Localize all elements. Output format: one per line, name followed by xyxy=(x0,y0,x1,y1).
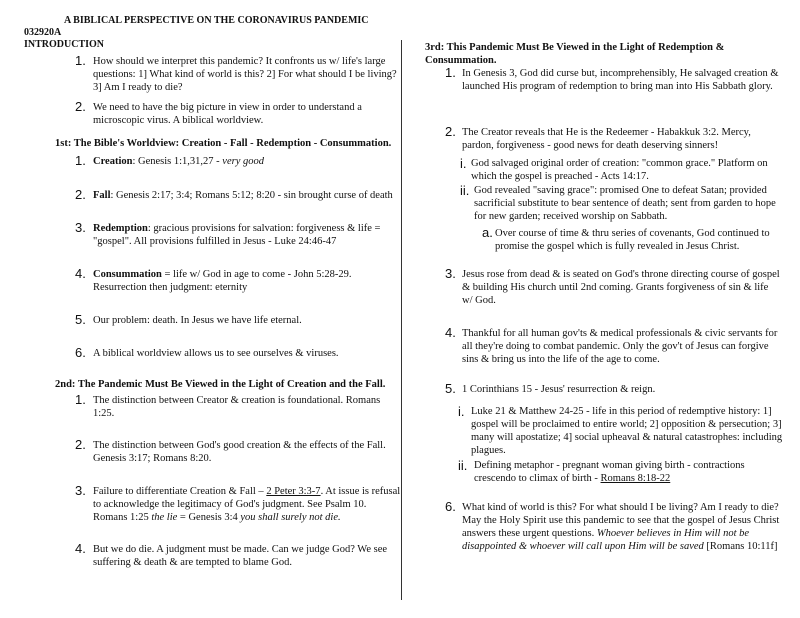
document-title: A BIBLICAL PERSPECTIVE ON THE CORONAVIRUS PANDEMIC xyxy=(64,15,369,26)
document-header xyxy=(24,15,369,51)
document-code: 032920A xyxy=(24,27,62,38)
section-heading-1: 1st: The Bible's Worldview: Creation - Fall - Redemption - Consummation. xyxy=(55,138,392,149)
section-heading-2: 2nd: The Pandemic Must Be Viewed in the Light of Creation and the Fall. xyxy=(55,379,386,390)
intro-heading: INTRODUCTION xyxy=(24,39,105,50)
section-heading-3: 3rd: This Pandemic Must Be Viewed in the Light of Redemption & Consummation. xyxy=(425,42,725,66)
column-divider xyxy=(401,40,402,600)
